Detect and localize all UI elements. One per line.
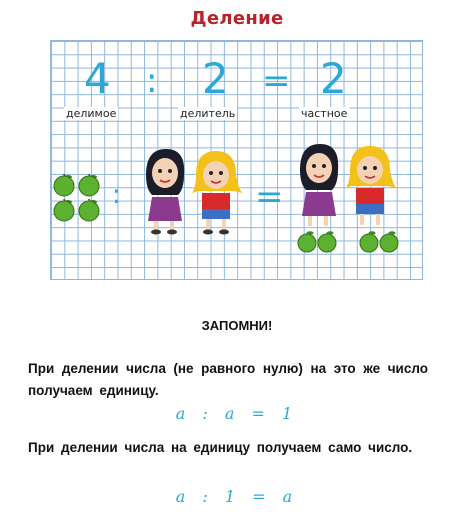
blonde-girl-icon	[346, 146, 396, 225]
illustration-division-sign: :	[112, 180, 121, 210]
divisor-label: делитель	[180, 107, 236, 120]
dark-haired-girl-icon	[146, 149, 184, 235]
apple-icon	[79, 174, 99, 196]
result-apples-icon	[296, 228, 402, 256]
quotient-label: частное	[301, 107, 348, 120]
page-title: Деление	[190, 8, 284, 29]
rule-division-by-one: При делении числа на единицу получаем само число.	[28, 440, 413, 455]
apple-icon	[380, 231, 398, 252]
rule-self-division: При делении числа (не равного нулю) на это же число получаем единицу.	[28, 361, 428, 398]
division-sign: :	[146, 61, 158, 101]
blonde-girl-icon	[192, 151, 242, 235]
dividend-number: 4	[84, 54, 111, 103]
apple-icon	[298, 231, 316, 252]
apple-icon	[360, 231, 378, 252]
quotient-number: 2	[320, 54, 347, 103]
two-girls-icon	[138, 145, 248, 235]
apple-icon	[318, 231, 336, 252]
formula-division-by-one: a : 1 = a	[175, 487, 299, 506]
remember-heading: ЗАПОМНИ!	[201, 318, 273, 333]
dividend-label: делимое	[66, 107, 117, 120]
apple-icon	[79, 199, 99, 221]
apple-icon	[54, 199, 74, 221]
equals-sign: =	[262, 61, 291, 101]
formula-self-division: a : a = 1	[175, 404, 299, 423]
illustration-equals-sign: =	[255, 177, 284, 217]
divisor-number: 2	[202, 54, 229, 103]
apple-icon	[54, 174, 74, 196]
two-girls-result-icon	[292, 140, 402, 230]
dark-haired-girl-icon	[300, 144, 338, 226]
apples-group-icon	[52, 172, 102, 224]
